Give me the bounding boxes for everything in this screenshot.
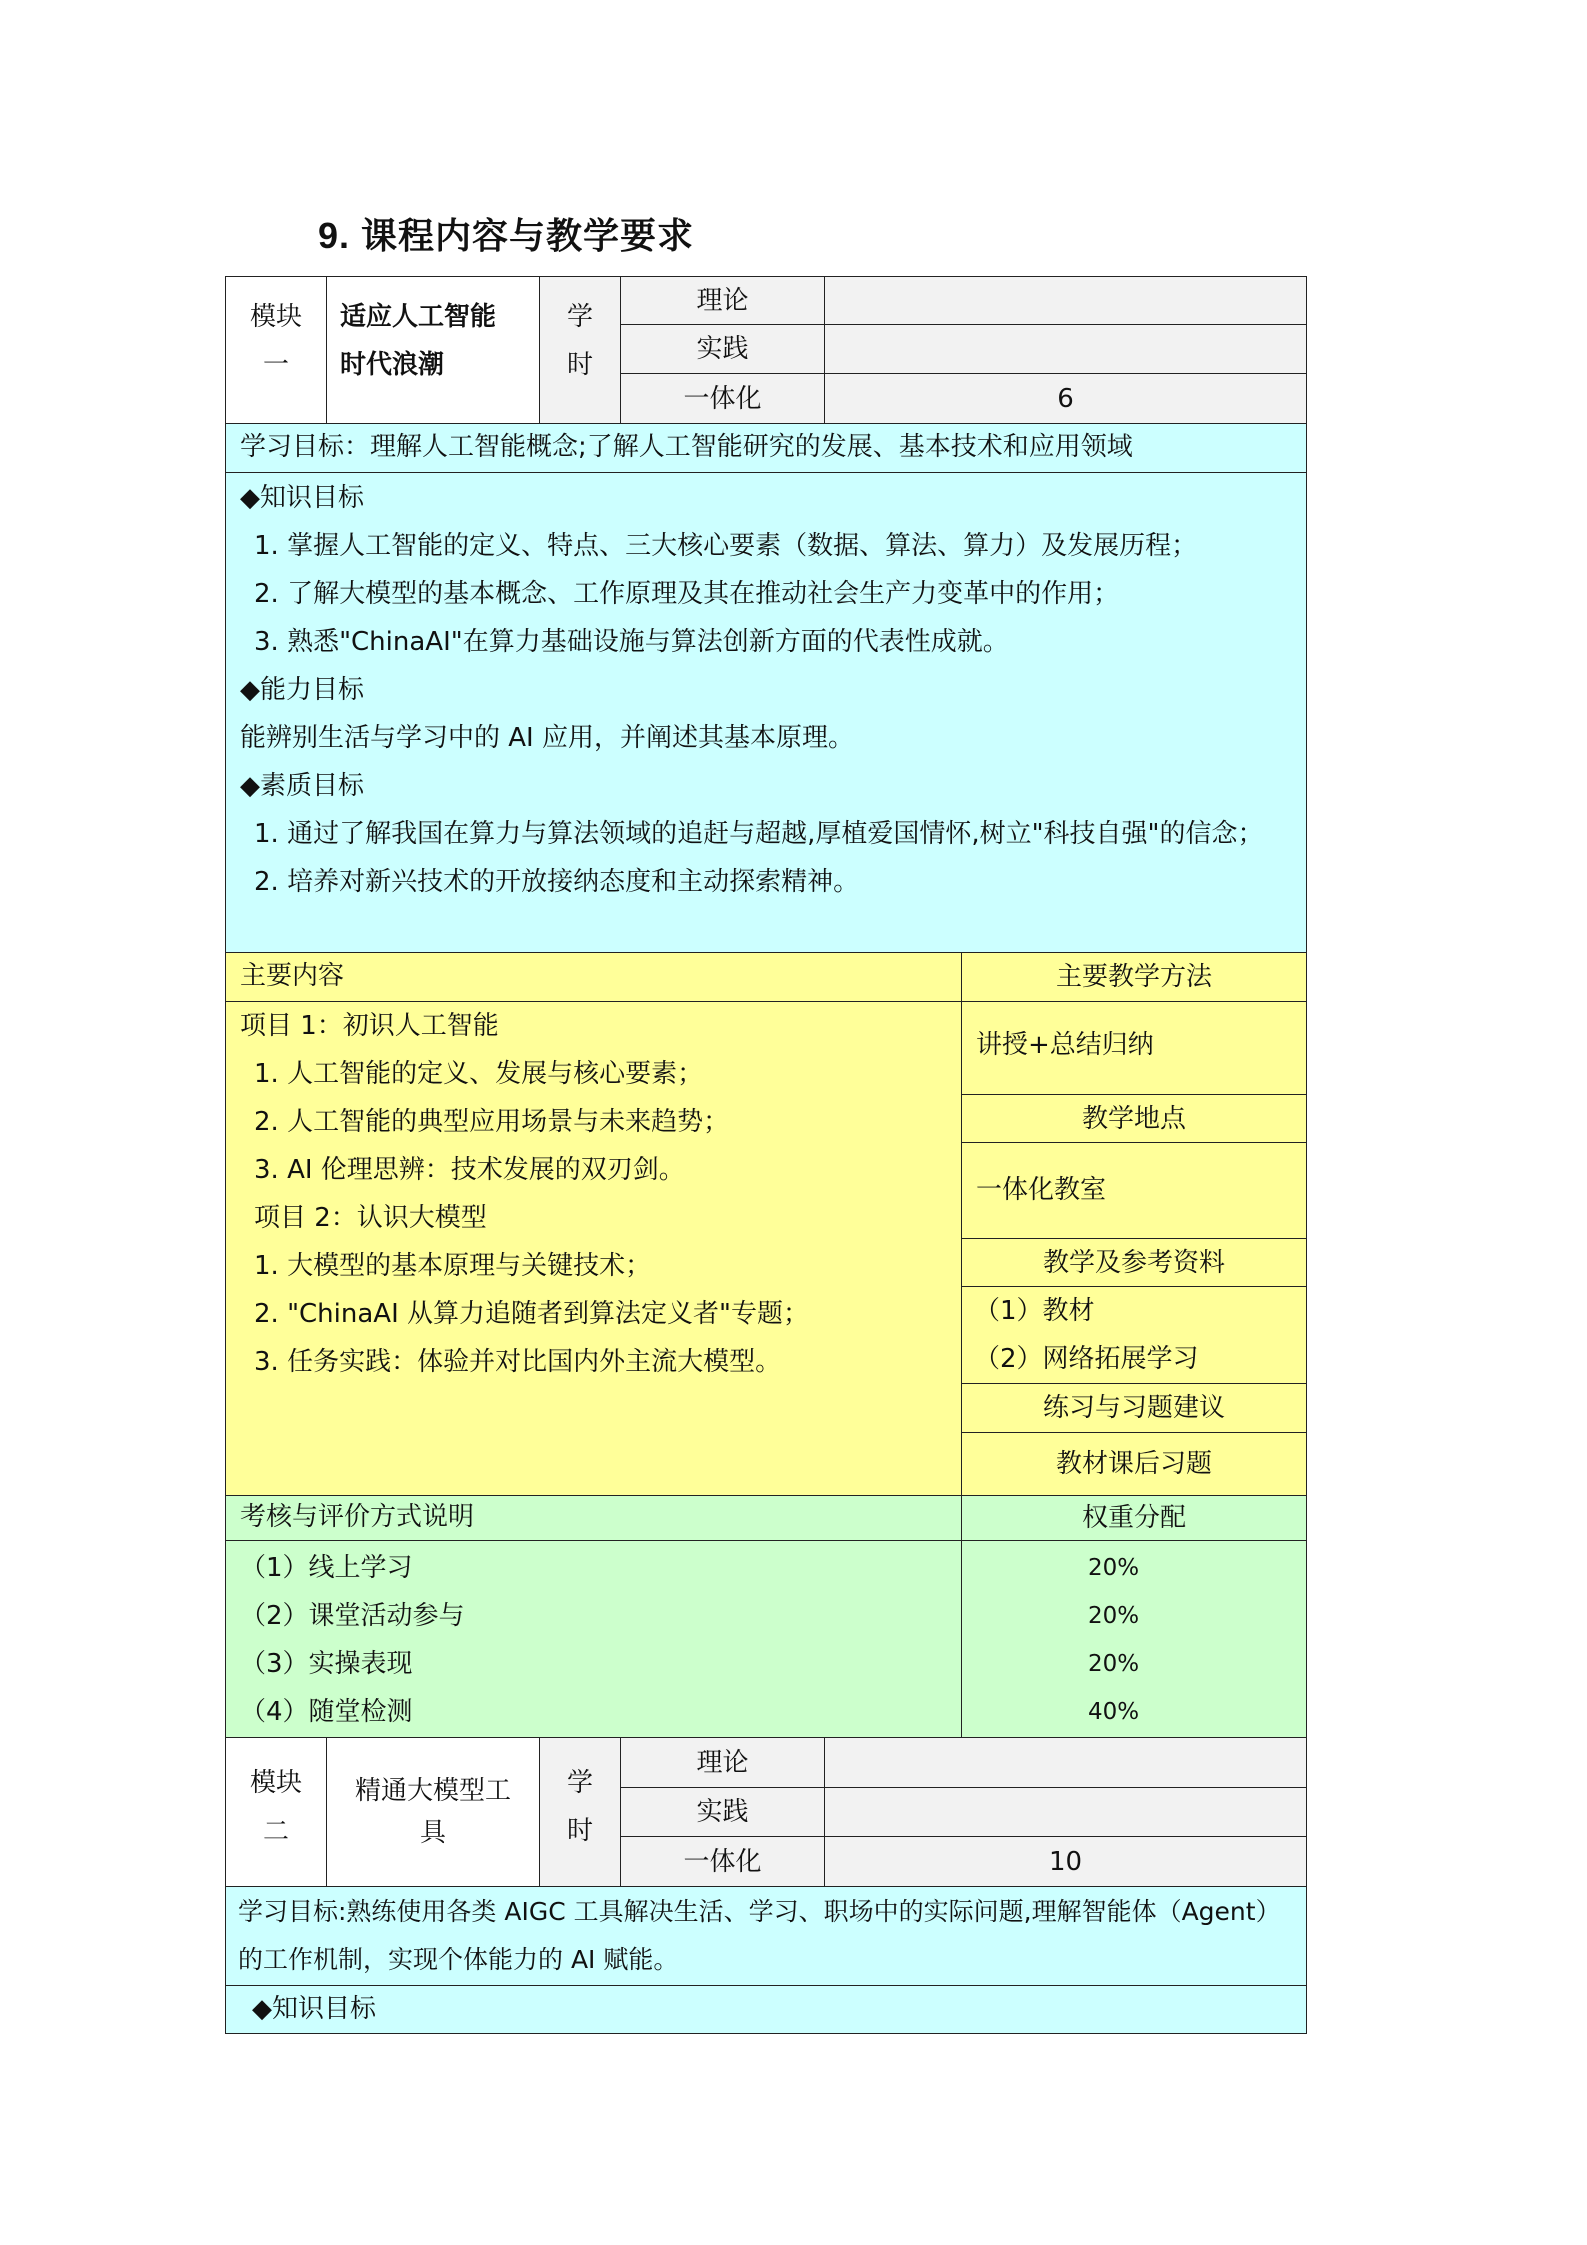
module2-hours-label-cell [539, 1737, 621, 1887]
module1-name-line1: 适应人工智能 [340, 302, 497, 332]
module2-hours-label-2: 时 [566, 1816, 593, 1846]
quality-item: 1. 通过了解我国在算力与算法领域的追赶与超越,厚植爱国情怀,树立"科技自强"的信念； [254, 819, 1264, 849]
module2-learning-goal-line1: 学习目标:熟练使用各类 AIGC 工具解决生活、学习、职场中的实际问题,理解智能体（Agent） [238, 1897, 1281, 1926]
quality-item: 2. 培养对新兴技术的开放接纳态度和主动探索精神。 [254, 867, 860, 897]
project2-item: 2. "ChinaAI 从算力追随者到算法定义者"专题； [254, 1299, 809, 1329]
assessment-item: （1）线上学习 [240, 1553, 413, 1583]
main-content-header: 主要内容 [240, 961, 345, 991]
module1-name-line2: 时代浪潮 [340, 350, 445, 380]
module2-hours-practice-label: 实践 [620, 1787, 825, 1837]
module2-name-line2: 具 [419, 1818, 446, 1848]
method-value: 讲授+总结归纳 [976, 1030, 1154, 1060]
module2-hours-theory-value [824, 1737, 1307, 1788]
assessment-item: （3）实操表现 [240, 1649, 413, 1679]
module1-name-cell [326, 276, 540, 424]
knowledge-item: 2. 了解大模型的基本概念、工作原理及其在推动社会生产力变革中的作用； [254, 579, 1120, 609]
module1-label-cell [225, 276, 327, 424]
assessment-items-cell [225, 1540, 962, 1738]
module1-hours-label-2: 时 [566, 350, 593, 380]
materials-item: （1）教材 [974, 1296, 1095, 1326]
assessment-item: （4）随堂检测 [240, 1697, 413, 1727]
module1-hours-integrated-value: 6 [824, 373, 1307, 424]
project2-item: 1. 大模型的基本原理与关键技术； [254, 1251, 652, 1281]
module2-learning-goal-line2: 的工作机制，实现个体能力的 AI 赋能。 [238, 1945, 679, 1974]
module2-hours-theory-label: 理论 [620, 1737, 825, 1788]
section-title: 9. 课程内容与教学要求 [318, 215, 695, 256]
weight-header: 权重分配 [961, 1495, 1307, 1541]
weight-value: 40% [1088, 1699, 1140, 1725]
weight-values-cell [961, 1540, 1307, 1738]
module2-learning-goal-row [225, 1886, 1307, 1986]
module2-label-cell [225, 1737, 327, 1887]
ability-heading: ◆能力目标 [240, 675, 364, 705]
weight-value: 20% [1088, 1603, 1140, 1629]
project1-title: 项目 1：初识人工智能 [240, 1011, 499, 1041]
project1-item: 1. 人工智能的定义、发展与核心要素； [254, 1059, 704, 1089]
module2-label: 模块 [249, 1768, 302, 1798]
module1-label: 模块 [249, 302, 302, 332]
module2-hours-practice-value [824, 1787, 1307, 1837]
module2-hours-integrated-value: 10 [824, 1836, 1307, 1887]
module1-objectives-block [225, 472, 1307, 953]
module2-hours-label-1: 学 [566, 1768, 593, 1798]
materials-item: （2）网络拓展学习 [974, 1344, 1199, 1374]
module2-knowledge-row [225, 1985, 1307, 2034]
module1-hours-label-cell [539, 276, 621, 424]
exercise-header: 练习与习题建议 [961, 1383, 1307, 1433]
materials-cell [961, 1286, 1307, 1384]
module2-knowledge-heading: ◆知识目标 [252, 1994, 376, 2024]
module2-hours-integrated-label: 一体化 [620, 1836, 825, 1887]
materials-header: 教学及参考资料 [961, 1238, 1307, 1287]
method-value-cell [961, 1001, 1307, 1095]
location-header: 教学地点 [961, 1094, 1307, 1143]
module1-hours-practice-value [824, 324, 1307, 374]
knowledge-heading: ◆知识目标 [240, 483, 364, 513]
module1-hours-theory-value [824, 276, 1307, 325]
knowledge-item: 1. 掌握人工智能的定义、特点、三大核心要素（数据、算法、算力）及发展历程； [254, 531, 1198, 561]
project1-item: 3. AI 伦理思辨：技术发展的双刃剑。 [254, 1155, 685, 1185]
module1-learning-goal-row [225, 423, 1307, 473]
module2-name-line1: 精通大模型工 [354, 1776, 511, 1806]
project2-title: 项目 2：认识大模型 [254, 1203, 487, 1233]
project2-item: 3. 任务实践：体验并对比国内外主流大模型。 [254, 1347, 782, 1377]
ability-text: 能辨别生活与学习中的 AI 应用，并阐述其基本原理。 [240, 723, 854, 753]
module2-number: 二 [262, 1817, 289, 1847]
module1-number: 一 [262, 350, 289, 380]
assessment-header-cell [225, 1495, 962, 1541]
module1-hours-theory-label: 理论 [620, 276, 825, 325]
module1-hours-label-1: 学 [566, 302, 593, 332]
knowledge-item: 3. 熟悉"ChinaAI"在算力基础设施与算法创新方面的代表性成就。 [254, 627, 1009, 657]
exercise-value: 教材课后习题 [961, 1432, 1307, 1496]
module2-name-cell [326, 1737, 540, 1887]
module1-learning-goal: 学习目标：理解人工智能概念;了解人工智能研究的发展、基本技术和应用领域 [240, 432, 1133, 462]
project1-item: 2. 人工智能的典型应用场景与未来趋势； [254, 1107, 730, 1137]
main-content-header-cell [225, 952, 962, 1002]
location-value: 一体化教室 [976, 1175, 1107, 1205]
weight-value: 20% [1088, 1651, 1140, 1677]
assessment-header: 考核与评价方式说明 [240, 1502, 475, 1532]
main-content-cell [225, 1001, 962, 1496]
module1-hours-integrated-label: 一体化 [620, 373, 825, 424]
location-value-cell [961, 1142, 1307, 1239]
quality-heading: ◆素质目标 [240, 771, 364, 801]
module1-hours-practice-label: 实践 [620, 324, 825, 374]
weight-value: 20% [1088, 1555, 1140, 1581]
assessment-item: （2）课堂活动参与 [240, 1601, 465, 1631]
main-method-header: 主要教学方法 [961, 952, 1307, 1002]
